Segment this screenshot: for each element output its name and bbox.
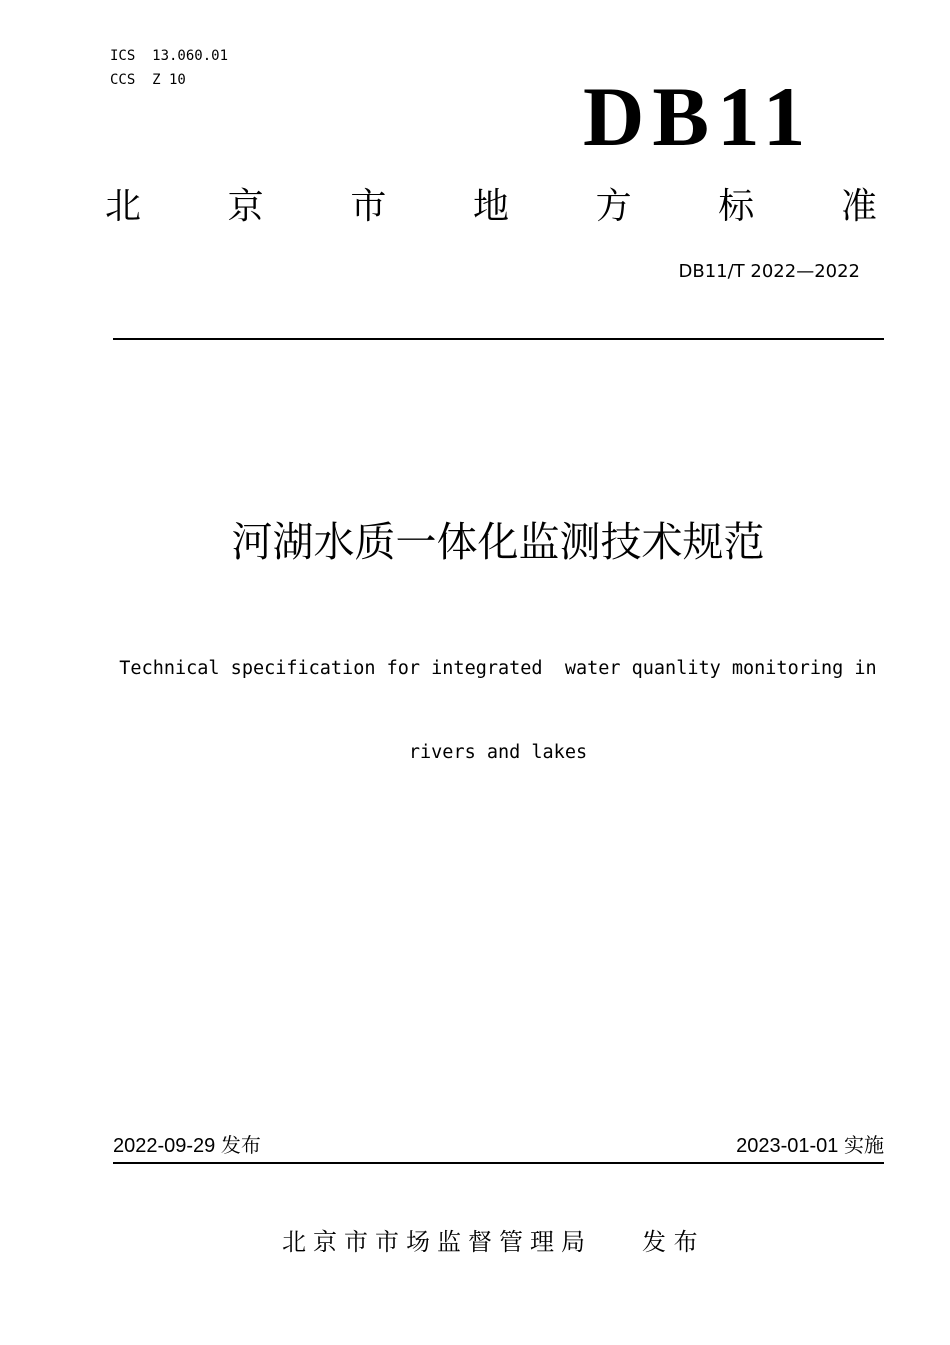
title-chinese: 河湖水质一体化监测技术规范 [231, 518, 765, 566]
category-char: 北 [105, 186, 142, 227]
category-char: 准 [840, 186, 877, 227]
issuer-name: 北京市市场监督管理局 [282, 1228, 592, 1256]
title-english-line-2: rivers and lakes [408, 742, 588, 763]
bottom-divider [113, 1162, 884, 1164]
dates-row [113, 1133, 884, 1159]
category-char: 地 [472, 186, 509, 227]
category-char: 市 [350, 186, 387, 227]
implement-date: 2023-01-01 实施 [736, 1135, 884, 1157]
ics-code: ICS 13.060.01 [110, 48, 229, 64]
issuer-action: 发 布 [642, 1228, 698, 1256]
standard-category-heading [105, 186, 877, 228]
title-english [110, 599, 886, 823]
title-english-line-1: Technical specification for integrated water quanlity monitoring in [119, 658, 877, 679]
category-char: 京 [227, 186, 264, 227]
publish-date: 2022-09-29 发布 [113, 1135, 261, 1157]
category-char: 方 [595, 186, 632, 227]
db11-logo: DB11 [583, 70, 814, 164]
top-divider [113, 338, 884, 340]
standard-number: DB11/T 2022—2022 [678, 261, 860, 282]
ccs-code: CCS Z 10 [110, 72, 186, 88]
category-char: 标 [718, 186, 755, 227]
